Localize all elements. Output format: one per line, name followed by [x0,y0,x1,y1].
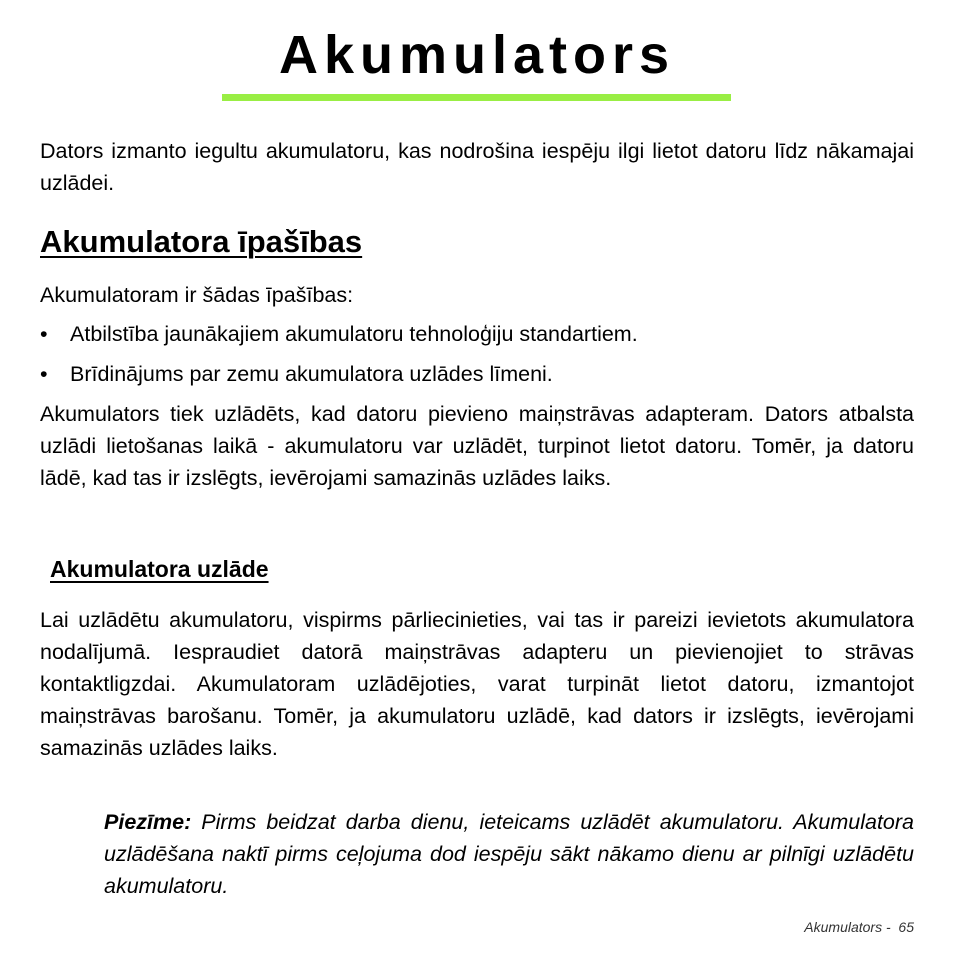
intro-paragraph: Dators izmanto iegultu akumulatoru, kas nodrošina iespēju ilgi lietot datoru līdz nākamajai uzlādei. [40,139,914,195]
note-label: Piezīme: [104,810,192,834]
features-lead-text: Akumulatoram ir šādas īpašības: [40,283,354,307]
bullet-icon: • [40,362,48,386]
footer-section-name: Akumulators - [804,919,891,935]
page-footer [804,917,914,937]
note-text: Pirms beidzat darba dienu, ieteicams uzlādēt akumulatoru. Akumulatora uzlādēšana naktī pirms ceļojuma dod iespēju sākt nākamo dienu ar pilnīgi uzlādētu akumulatoru. [104,810,914,898]
title-underline-bar [222,94,731,101]
charging-paragraph: Akumulators tiek uzlādēts, kad datoru pievieno maiņstrāvas adapteram. Dators atbalsta uzlādi lietošanas laikā - akumulatoru var uzlādēt, turpinot lietot datoru. Tomēr, ja datoru lādē, kad tas ir izslēgts, ievērojami samazinās uzlādes laiks. [40,402,914,490]
page-title: Akumulators [278,25,676,85]
note-block [104,806,914,902]
page-number: 65 [898,919,914,935]
bullet-icon: • [40,322,48,346]
section-heading: Akumulatora īpašības [40,224,363,259]
list-item-text: Brīdinājums par zemu akumulatora uzlādes līmeni. [70,362,553,386]
list-item-text: Atbilstība jaunākajiem akumulatoru tehnoloģiju standartiem. [70,322,638,346]
charging-instructions-paragraph: Lai uzlādētu akumulatoru, vispirms pārliecinieties, vai tas ir pareizi ievietots akumulatora nodalījumā. Iespraudiet datorā maiņstrāvas adapteru un pievienojiet to strāvas kontaktligzdai. Akumulatoram uzlādējoties, varat turpināt lietot datoru, izmantojot maiņstrāvas barošanu. Tomēr, ja akumulatoru uzlādē, kad dators ir izslēgts, ievērojami samazinās uzlādes laiks. [40,608,914,760]
subsection-heading: Akumulatora uzlāde [50,556,269,582]
